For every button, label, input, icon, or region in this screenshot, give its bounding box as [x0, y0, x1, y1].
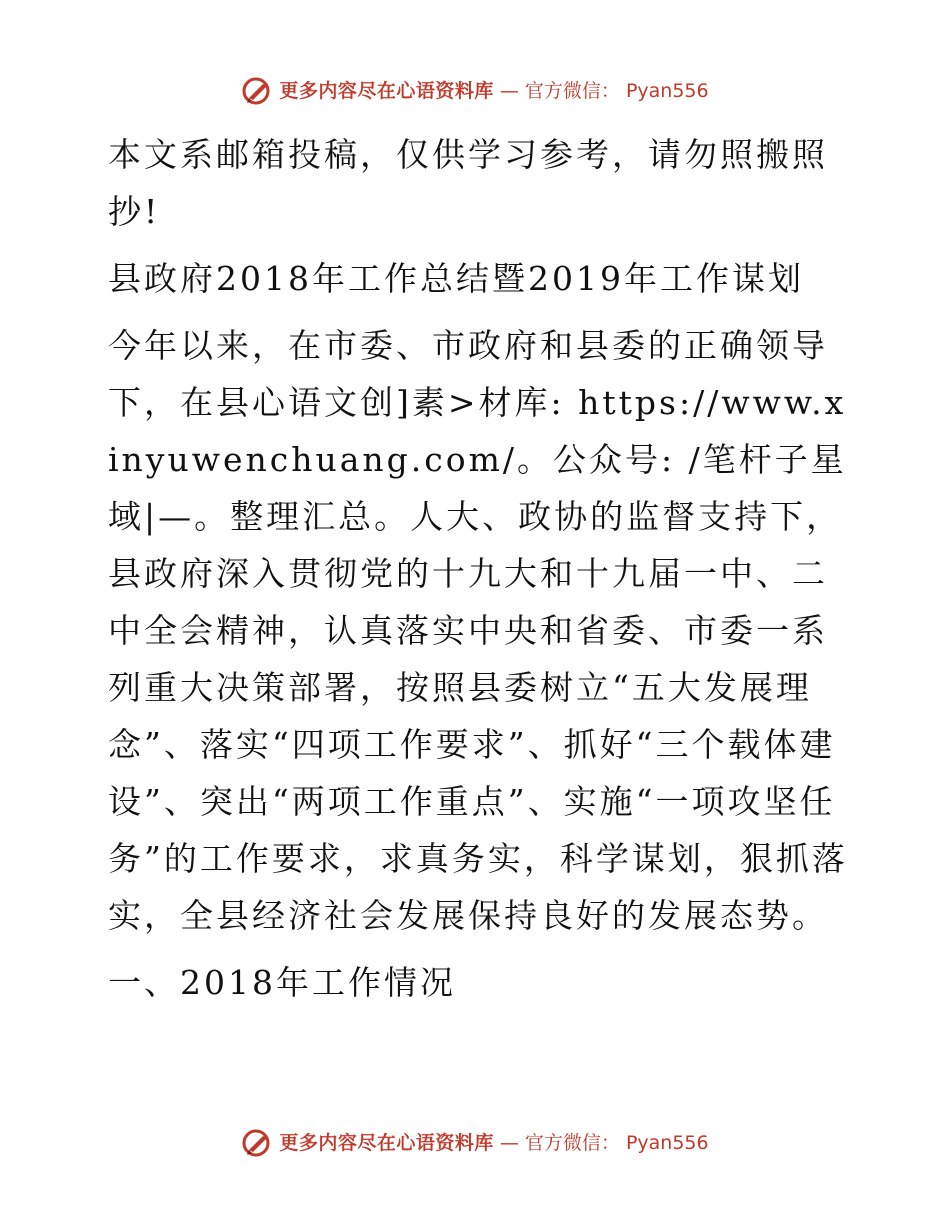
banner-wechat-label: 官方微信： [524, 1132, 620, 1154]
document-body [96, 126, 856, 1011]
pen-logo-icon [241, 1128, 273, 1158]
banner-site-text: 更多内容尽在心语资料库 [279, 1132, 494, 1154]
notice-text: 本文系邮箱投稿，仅供学习参考，请勿照搬照抄! [108, 135, 828, 231]
banner-wechat-label: 官方微信： [524, 80, 620, 102]
footer-banner [0, 1128, 950, 1158]
pen-logo-icon [241, 76, 273, 106]
banner-wechat-id: Pyan556 [625, 1132, 709, 1154]
section-heading: 一、2018年工作情况 [108, 963, 456, 1002]
document-title: 县政府2018年工作总结暨2019年工作谋划 [108, 259, 804, 298]
banner-site-text: 更多内容尽在心语资料库 [279, 80, 494, 102]
banner-dash: — [499, 80, 519, 102]
body-paragraph: 今年以来，在市委、市政府和县委的正确领导下，在县心语文创]素>材库: https://www.xinyuwenchuang.com/。公众号: /笔杆子星域|—。整理汇总。人大、政协的监督支持下，县政府深入贯彻党的十九大和十九届一中、二中全会精神，认真落实中央和省委、市委一系列重大决策部署，按照县委树立“五大发展理念”、落实“四项工作要求”、抓好“三个载体建设”、突出“两项工作重点”、实施“一项攻坚任务”的工作要求，求真务实，科学谋划，狠抓落实，全县经济社会发展保持良好的发展态势。 [108, 326, 848, 935]
banner-wechat-id: Pyan556 [625, 80, 709, 102]
banner-dash: — [499, 1132, 519, 1154]
header-banner [0, 76, 950, 106]
